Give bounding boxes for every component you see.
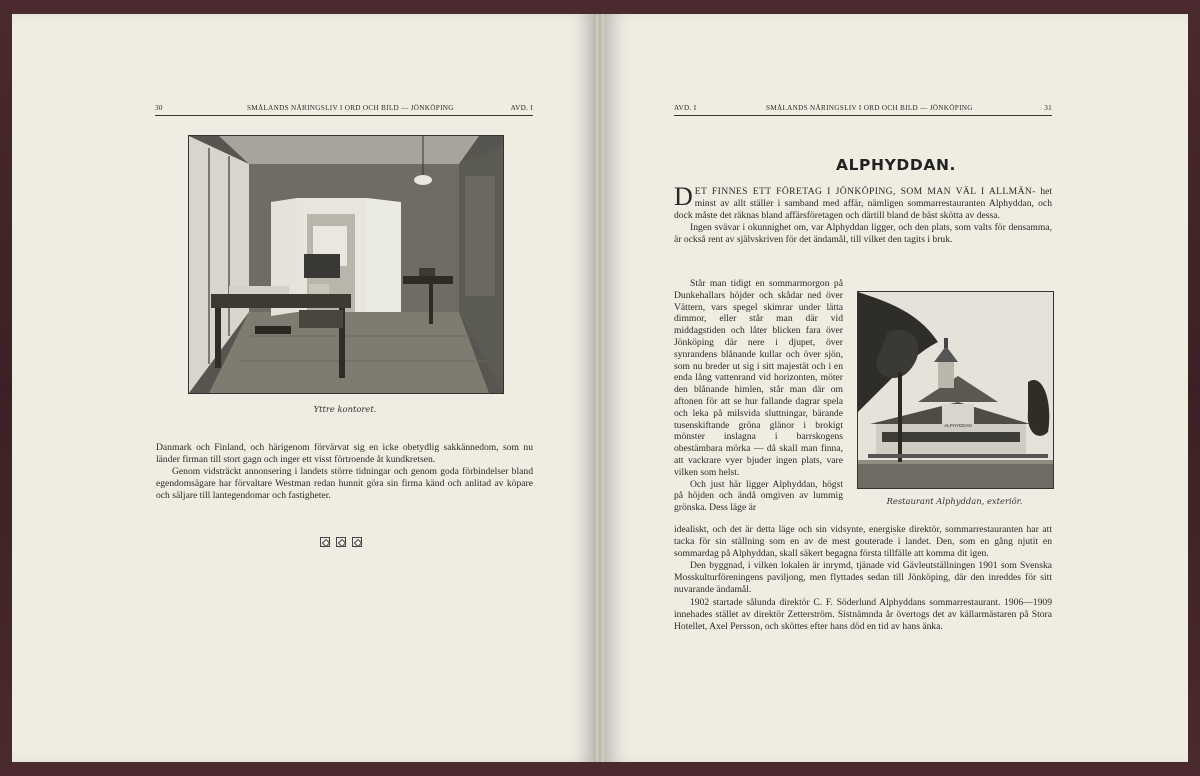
paragraph: Och just här ligger Alphyddan, högst på höjden och ändå omgiven av lummig grönska. Dess läge är <box>674 478 843 514</box>
running-title: SMÅLANDS NÄRINGSLIV I ORD OCH BILD — JÖNKÖPING <box>766 104 973 112</box>
ornament-icon <box>320 537 330 547</box>
building-sign: ALPHYDDAN <box>944 423 972 428</box>
paragraph: idealiskt, och det är detta läge och sin vidsynte, energiske direktör, sommarrestauranten har att tacka för sin ställning som en av de mest gouterade i landet. Den, som en gång njutit en sommardag på Alphyddan, skall säkert begagna första tillfälle att komma dit igen. <box>674 524 1052 560</box>
restaurant-exterior-image <box>858 292 1053 488</box>
paragraph: Ingen svävar i okunnighet om, var Alphyddan ligger, och den plats, som valts för densamma, är också rent av självskriven för det ändamål, till vilket den tagits i bruk. <box>674 222 1052 246</box>
ornament-icon <box>336 537 346 547</box>
paragraph: Genom vidsträckt annonsering i landets större tidningar och genom goda förbindelser bland egendomsägare har förvaltare Westman redan hunnit göra sin firma känd och anlitad av köpare och säljare till lantegendomar och fastigheter. <box>156 466 533 502</box>
photo-caption-right: Restaurant Alphyddan, exteriör. <box>886 496 1023 506</box>
right-page <box>604 14 1188 762</box>
intro-caps: ET FINNES ETT FÖRETAG I JÖNKÖPING, SOM MAN VÄL I ALLMÄN- <box>694 186 1036 197</box>
ornament-row <box>320 537 362 547</box>
running-title: SMÅLANDS NÄRINGSLIV I ORD OCH BILD — JÖNKÖPING <box>247 104 454 112</box>
wrapped-text <box>674 278 843 514</box>
office-interior-image <box>189 136 503 393</box>
closing-text <box>674 524 1052 633</box>
left-page <box>12 14 596 762</box>
paragraph: Den byggnad, i vilken lokalen är inrymd, tjänade vid Gävleutställningen 1901 som Svenska Mosskulturföreningens paviljong, men flyttades sedan till Jönköping, där den inreddes för sitt nuvarande ändamål. <box>674 560 1052 596</box>
running-head-left <box>155 103 533 116</box>
intro-text <box>674 182 1052 246</box>
ornament-icon <box>352 537 362 547</box>
paragraph: 1902 startade sålunda direktör C. F. Söderlund Alphyddans sommarrestaurant. 1906—1909 innehades stället av direktör Zetterström. Sistnämnda år övertogs det av källarmästaren på Stora Hotellet, Axel Persson, och sköttes efter hans död en tid av hans änka. <box>674 596 1052 632</box>
left-body-text <box>156 442 533 502</box>
paragraph: Står man tidigt en sommarmorgon på Dunkehallars höjder och skådar ned över Vättern, vars spegel skimrar under lätta dimmor, eller står man där vid middagstiden och låter blicken fara över Jönköping där nere i djupet, över synrandens blånande kullar och över sjön, som nu breder ut sig i sitt majestät och i en enda lång vattenrand vid horizonten, möter den blånande himlen, står man där om aftonen för att se hur fallande dagrar spela och leka på milsvida sluttningar, bärande tusenskiftande gröna glänor i brokigt mönster inslagna i barrskogens obestämbara mörka — då skall man finna, att vackrare vyer bjuder ingen plats, vare vilken som helst. <box>674 278 843 478</box>
article-title: ALPHYDDAN. <box>835 156 957 174</box>
running-head-right <box>674 103 1052 116</box>
section-label: AVD. I <box>674 104 697 112</box>
office-photo <box>188 135 504 394</box>
drop-cap: D <box>674 182 693 211</box>
book-gutter <box>596 14 604 762</box>
photo-caption-left: Yttre kontoret. <box>313 404 377 414</box>
section-label: AVD. I <box>510 104 533 112</box>
intro-rest: het minst av allt ställer i samband med affär, nämligen sommarrestauranten Alphyddan, och dock måste det räknas bland affärsföretagen och därtill bland de bäst skötta av dessa. <box>674 186 1052 222</box>
paragraph: Danmark och Finland, och härigenom förvärvat sig en icke obetydlig sakkännedom, som nu länder firman till stort gagn och inger ett visst förtroende åt kundkretsen. <box>156 442 533 466</box>
page-number: 31 <box>1044 104 1052 112</box>
restaurant-photo <box>857 291 1054 489</box>
page-number: 30 <box>155 104 163 112</box>
